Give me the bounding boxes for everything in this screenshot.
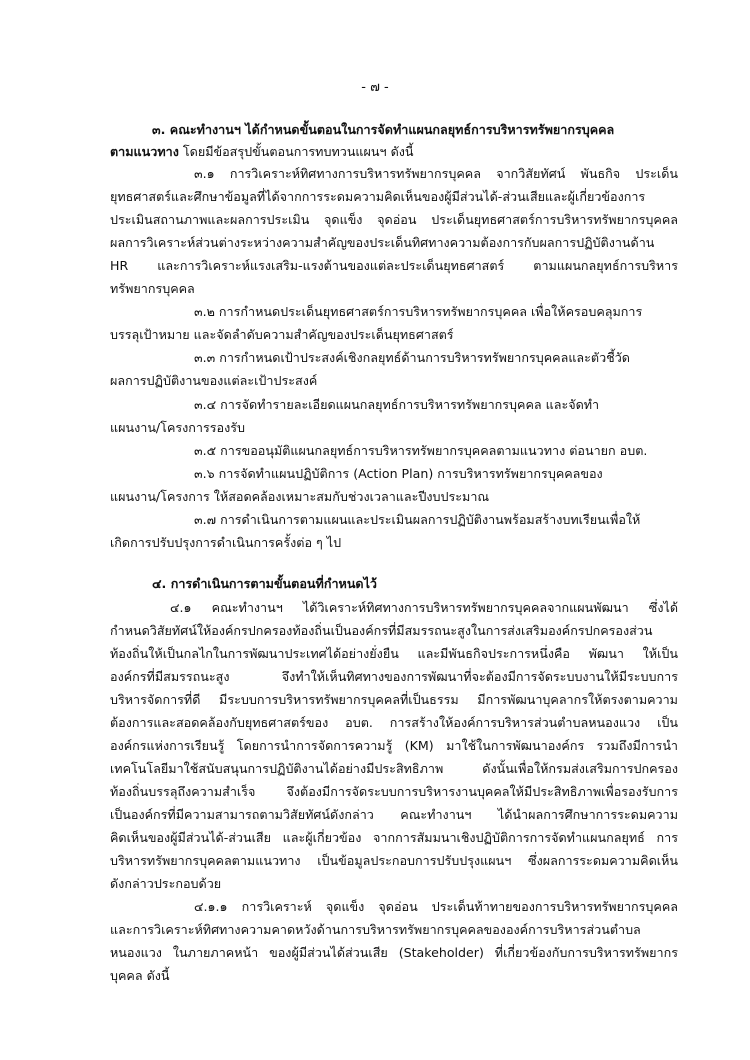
body-line [110,141,678,163]
body-line: ดังกล่าวประกอบด้วย [110,876,222,891]
body-line: กำหนดวิสัยทัศน์ให้องค์กรปกครองท้องถิ่นเป็นองค์กรที่มีสมรรถนะสูงในการส่งเสริมองค์กรปกครองส่วน [110,623,653,638]
body-line: บริหารทรัพยากรบุคคลตามแนวทาง เป็นข้อมูลประกอบการปรับปรุงแผนฯ ซึ่งผลการระดมความคิดเห็น [110,853,678,868]
body-line: องค์กรที่มีสมรรถนะสูง จึงทำให้เห็นทิศทางของการพัฒนาที่จะต้องมีการจัดระบบงานให้มีระบบการ [110,669,678,684]
body-line: ต้องการและสอดคล้องกับยุทธศาสตร์ของ อบต. การสร้างให้องค์การบริหารส่วนตำบลหนองแวง เป็น [110,715,678,730]
body-line: ยุทธศาสตร์และศึกษาข้อมูลที่ได้จากการระดมความคิดเห็นของผู้มีส่วนได้-ส่วนเสียและผู้เกี่ยวข้องการ [110,189,646,204]
body-line: HR และการวิเคราะห์แรงเสริม-แรงต้านของแต่ละประเด็นยุทธศาสตร์ ตามแผนกลยุทธ์การบริหาร [110,258,678,273]
body-line: เป็นองค์กรที่มีความสามารถตามวิสัยทัศน์ดังกล่าว คณะทำงานฯ ได้นำผลการศึกษาการระดมความ [110,807,678,822]
body-line: บรรลุเป้าหมาย และจัดลำดับความสำคัญของประเด็นยุทธศาสตร์ [110,327,454,342]
item-3-3: ๓.๓ การกำหนดเป้าประสงค์เชิงกลยุทธ์ด้านการบริหารทรัพยากรบุคคลและตัวชี้วัด [194,350,630,365]
body-line: ท้องถิ่นบรรลุถึงความสำเร็จ จึงต้องมีการจัดระบบการบริหารงานบุคคลให้มีประสิทธิภาพเพื่อรองรับการ [110,784,678,799]
body-line: หนองแวง ในภายภาคหน้า ของผู้มีส่วนได้ส่วนเสีย (Stakeholder) ที่เกี่ยวข้องกับการบริหารทรัพยากร [110,945,678,960]
item-3-1: ๓.๑ การวิเคราะห์ทิศทางการบริหารทรัพยากรบุคคล จากวิสัยทัศน์ พันธกิจ ประเด็น [194,166,678,181]
body-line: แผนงาน/โครงการ ให้สอดคล้องเหมาะสมกับช่วงเวลาและปีงบประมาณ [110,489,490,504]
body-line: บุคคล ดังนี้ [110,968,170,983]
body-line: เทคโนโลยีมาใช้สนับสนุนการปฏิบัติงานได้อย่างมีประสิทธิภาพ ดังนั้นเพื่อให้กรมส่งเสริมการปกครอง [110,761,678,776]
item-3-7: ๓.๗ การดำเนินการตามแผนและประเมินผลการปฏิบัติงานพร้อมสร้างบทเรียนเพื่อให้ [194,512,641,527]
body-line: แผนงาน/โครงการรองรับ [110,420,245,435]
body-line: ผลการปฏิบัติงานของแต่ละเป้าประสงค์ [110,373,318,388]
item-3-2: ๓.๒ การกำหนดประเด็นยุทธศาสตร์การบริหารทรัพยากรบุคคล เพื่อให้ครอบคลุมการ [194,304,643,319]
bold-phrase: ตามแนวทาง [110,144,179,159]
page-number: - ๗ - [361,80,389,95]
body-line: ประเมินสถานภาพและผลการประเมิน จุดแข็ง จุดอ่อน ประเด็นยุทธศาสตร์การบริหารทรัพยากรบุคคล [110,212,678,227]
section-4-heading: ๔. การดำเนินการตามขั้นตอนที่กำหนดไว้ [152,576,378,591]
body-line: ท้องถิ่นให้เป็นกลไกในการพัฒนาประเทศได้อย่างยั่งยืน และมีพันธกิจประการหนึ่งคือ พัฒนา ให้เป็น [110,646,678,661]
section-3-heading: ๓. คณะทำงานฯ ได้กำหนดขั้นตอนในการจัดทำแผนกลยุทธ์การบริหารทรัพยากรบุคคล [152,122,615,137]
body-line: เกิดการปรับปรุงการดำเนินการครั้งต่อ ๆ ไป [110,535,342,550]
body-line: คิดเห็นของผู้มีส่วนได้-ส่วนเสีย และผู้เกี่ยวข้อง จากการสัมมนาเชิงปฏิบัติการการจัดทำแผนกลยุทธ์ การ [110,830,678,845]
body-line: ผลการวิเคราะห์ส่วนต่างระหว่างความสำคัญของประเด็นทิศทางความต้องการกับผลการปฏิบัติงานด้าน [110,235,655,250]
item-4-1: ๔.๑ คณะทำงานฯ ได้วิเคราะห์ทิศทางการบริหารทรัพยากรบุคคลจากแผนพัฒนา ซึ่งได้ [170,600,678,615]
body-line: องค์กรแห่งการเรียนรู้ โดยการนำการจัดการความรู้ (KM) มาใช้ในการพัฒนาองค์กร รวมถึงมีการนำ [110,738,678,753]
body-line: ทรัพยากรบุคคล [110,281,195,296]
line-rest: โดยมีข้อสรุปขั้นตอนการทบทวนแผนฯ ดังนี้ [178,144,414,159]
item-3-4: ๓.๔ การจัดทำรายละเอียดแผนกลยุทธ์การบริหารทรัพยากรบุคคล และจัดทำ [194,397,600,412]
item-3-5: ๓.๕ การขออนุมัติแผนกลยุทธ์การบริหารทรัพยากรบุคคลตามแนวทาง ต่อนายก อบต. [194,443,648,458]
item-3-6: ๓.๖ การจัดทำแผนปฏิบัติการ (Action Plan) การบริหารทรัพยากรบุคคลของ [194,466,603,481]
body-line: บริหารจัดการที่ดี มีระบบการบริหารทรัพยากรบุคคลที่เป็นธรรม มีการพัฒนาบุคลากรให้ตรงตามความ [110,692,678,707]
item-4-1-1: ๔.๑.๑ การวิเคราะห์ จุดแข็ง จุดอ่อน ประเด็นท้าทายของการบริหารทรัพยากรบุคคล [194,899,678,914]
body-line: และการวิเคราะห์ทิศทางความคาดหวังด้านการบริหารทรัพยากรบุคคลขององค์การบริหารส่วนตำบล [110,922,641,937]
